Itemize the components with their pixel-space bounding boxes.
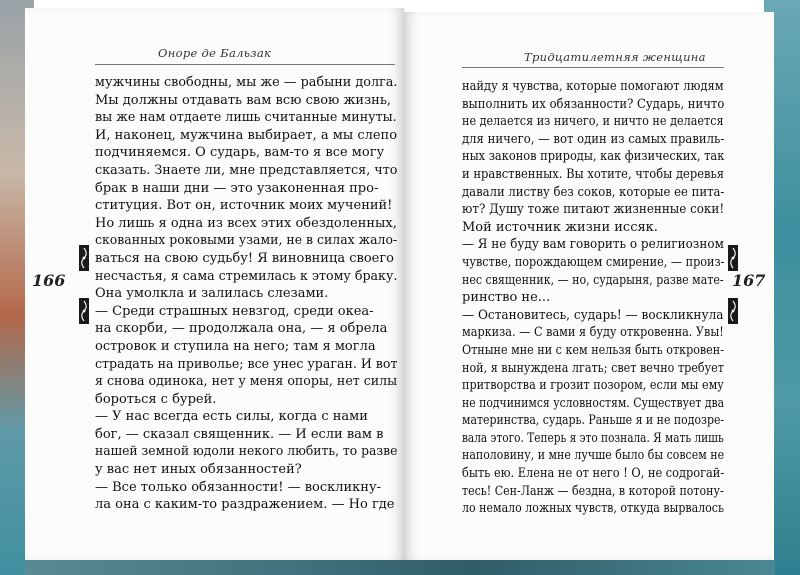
- text-line: Она умолкла и залилась слезами.: [95, 286, 329, 302]
- text-line: быть ею. Елена не от него ! О, не содрогай-: [462, 466, 725, 482]
- text-line: мужчины свободны, мы же — рабыни долга.: [95, 75, 398, 90]
- text-line: Отныне мне ни с кем нельзя быть откровен-: [462, 342, 724, 358]
- right-page-number: 167: [732, 271, 766, 290]
- text-line: сказать. Знаете ли, мне представляется, что: [95, 162, 398, 178]
- text-line: ют? Душу тоже питают жизненные соки!: [462, 202, 725, 218]
- text-line: ваться на свою судьбу! Я виновница своего: [95, 250, 394, 266]
- text-line: не делается из ничего, и ничто не делается: [462, 114, 724, 130]
- text-line: ституция. Вот он, источник моих мучений!: [95, 198, 393, 214]
- text-line: бог, — сказал священник. — И если вам в: [95, 426, 384, 442]
- text-line: ной, я вынуждена лгать; свет вечно требует: [462, 360, 724, 376]
- left-header-rule: [95, 64, 395, 65]
- text-line: и нравственных. Вы хотите, чтобы деревья: [462, 166, 725, 182]
- text-line: чувстве, порождающем смирение, — произ-: [462, 254, 725, 270]
- left-page-header: Оноре де Бальзак: [158, 46, 272, 60]
- left-page-body: [95, 74, 397, 514]
- right-page-header: Тридцатилетняя женщина: [524, 50, 706, 64]
- text-line: страдать на приволье; все унес ураган. И вот: [95, 356, 398, 372]
- text-line: — Среди страшных невзгод, среди океа-: [95, 303, 374, 319]
- text-line: подчиняемся. О сударь, вам-то я все могу: [95, 145, 385, 161]
- text-line: наполовину, и мне лучше было бы совсем не: [462, 448, 725, 464]
- left-top-ornament-icon: [79, 245, 89, 271]
- right-header-rule: [462, 67, 724, 68]
- text-line: не подчинимся условностям. Существует два: [462, 395, 725, 411]
- text-line: материнства, сударь. Раньше я и не подозре-: [462, 413, 725, 429]
- text-line: И, наконец, мужчина выбирает, а мы слепо: [95, 127, 398, 143]
- text-line: найду я чувства, которые помогают людям: [462, 79, 724, 94]
- text-line: ла она с каким-то раздражением. — Но где: [95, 497, 395, 513]
- text-line: маркиза. — С вами я буду откровенна. Увы!: [462, 325, 724, 341]
- text-line: островок и ступила на него; там я могла: [95, 338, 376, 354]
- text-line: — Я не буду вам говорить о религиозном: [462, 237, 724, 253]
- left-page-number: 166: [32, 271, 66, 290]
- text-line: Но лишь я одна из всех этих обездоленных,: [95, 215, 397, 231]
- right-bottom-ornament-icon: [728, 298, 738, 324]
- text-line: — У нас всегда есть силы, когда с нами: [95, 409, 368, 425]
- text-line: притворства и грозит позором, если мы ему: [462, 378, 724, 394]
- text-line: ных законов природы, как физических, так: [462, 149, 725, 165]
- text-line: у вас нет иных обязанностей?: [95, 462, 302, 478]
- text-line: выполнить их обязанности? Сударь, ничто: [462, 96, 725, 112]
- text-line: брак в наши дни — это узаконенная про-: [95, 180, 379, 196]
- text-line: ринство не...: [462, 290, 551, 306]
- text-line: скованных роковыми узами, не в силах жало-: [95, 233, 398, 249]
- text-line: я снова одинока, нет у меня опоры, нет силы: [95, 374, 398, 390]
- text-line: бороться с бурей.: [95, 391, 217, 407]
- text-line: Мы должны отдавать вам всю свою жизнь,: [95, 92, 392, 108]
- text-line: тесь! Сен-Ланж — бездна, в которой потону-: [462, 483, 724, 499]
- text-line: давали листву без соков, которые ее пита-: [462, 184, 725, 200]
- right-top-ornament-icon: [728, 245, 738, 271]
- left-bottom-ornament-icon: [79, 298, 89, 324]
- text-line: для ничего, — вот один из самых правиль-: [462, 131, 725, 147]
- text-line: Мой источник жизни иссяк.: [462, 219, 658, 235]
- text-line: вала этого. Теперь я это познала. Я мать лишь: [462, 430, 724, 446]
- text-line: — Остановитесь, сударь! — воскликнула: [462, 307, 724, 323]
- text-line: ло немало ложных чувств, откуда вырвалось: [462, 501, 724, 517]
- text-line: нашей земной юдоли некого любить, то разве: [95, 444, 398, 460]
- text-line: — Все только обязанности! — воскликну-: [95, 479, 382, 495]
- text-line: вы же нам отдаете лишь считанные минуты.: [95, 110, 397, 126]
- right-page-body: [462, 78, 724, 518]
- text-line: несчастья, я сама стремилась к этому браку.: [95, 268, 398, 284]
- text-line: на скорби, — продолжала она, — я обрела: [95, 321, 388, 337]
- text-line: нес священник, — но, сударыня, разве мате-: [462, 272, 724, 288]
